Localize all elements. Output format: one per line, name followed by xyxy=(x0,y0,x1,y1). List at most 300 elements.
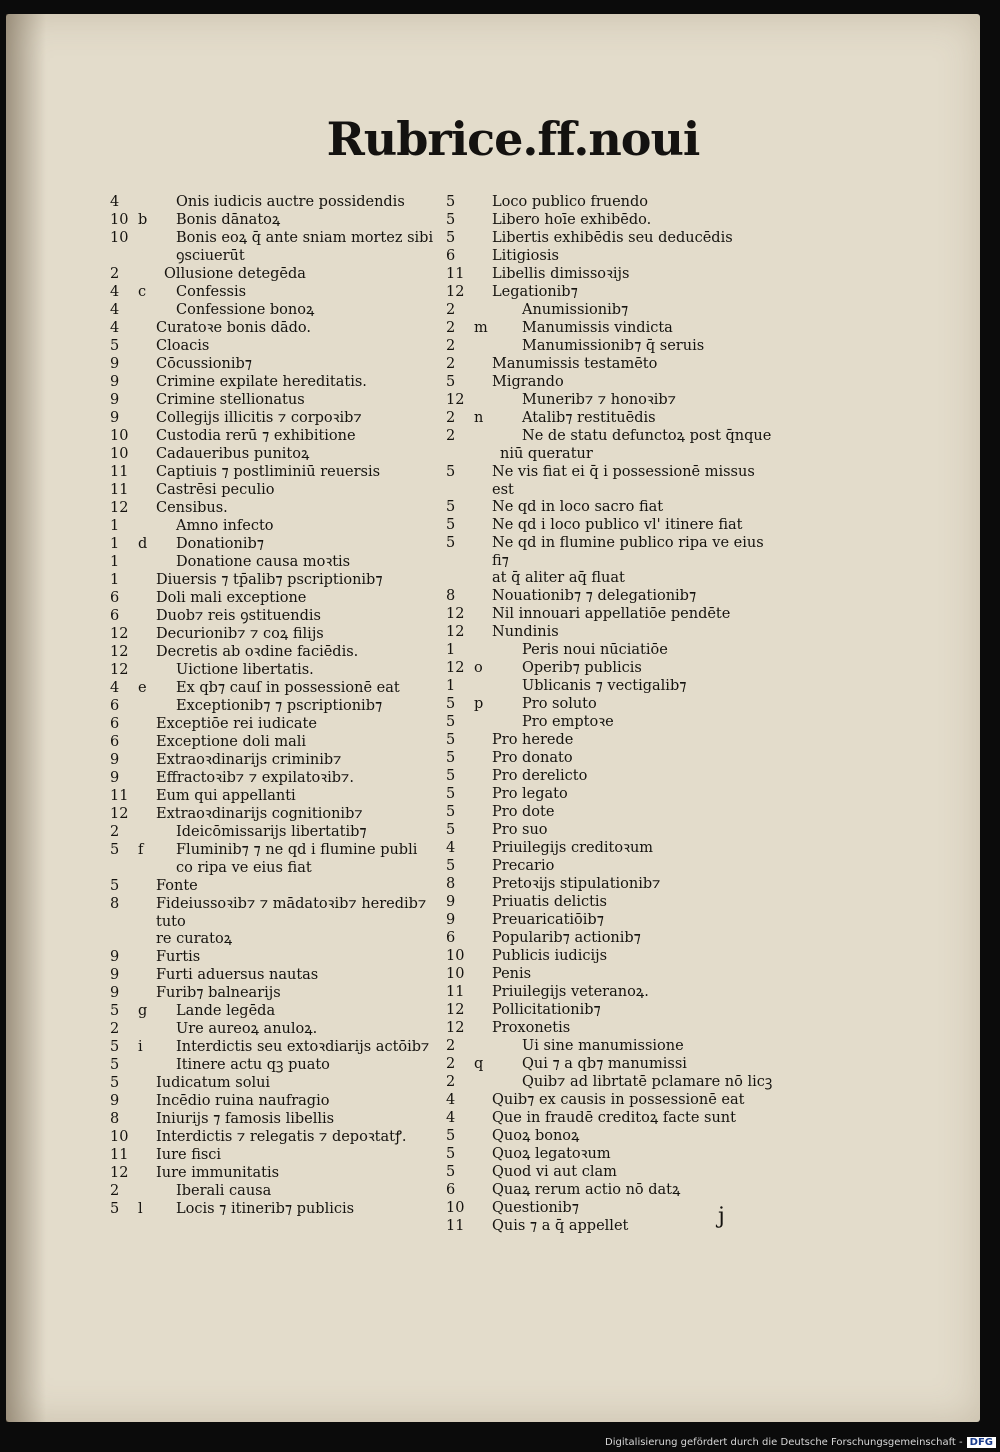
rubric-title: Furib⁊ balnearijs xyxy=(156,985,281,1002)
folio-number: 6 xyxy=(110,734,120,750)
index-entry xyxy=(110,392,440,410)
index-entry xyxy=(110,1057,440,1075)
index-entry xyxy=(110,788,440,806)
index-entry xyxy=(446,535,776,570)
rubric-title: Pollicitationib⁊ xyxy=(492,1002,601,1019)
index-entry xyxy=(446,1218,776,1236)
index-entry xyxy=(110,554,440,572)
folio-number: 5 xyxy=(446,804,456,821)
folio-number: 4 xyxy=(446,1110,456,1127)
index-entry xyxy=(110,644,440,662)
rubric-title: Libertis exhibēdis seu deducēdis xyxy=(492,230,733,246)
rubric-title: Priuatis delictis xyxy=(492,894,607,911)
folio-number: 1 xyxy=(446,678,456,695)
rubric-title: Pro dote xyxy=(492,804,555,821)
folio-number: 1 xyxy=(110,536,120,552)
rubric-title: Loco publico fruendo xyxy=(492,194,649,210)
folio-number: 12 xyxy=(446,660,465,677)
index-entry xyxy=(446,464,776,499)
rubric-title: Questionib⁊ xyxy=(492,1200,579,1217)
rubric-title: Ne qd i loco publico vl' itinere fiat xyxy=(492,517,743,534)
folio-number: 10 xyxy=(110,212,129,228)
folio-number: 5 xyxy=(446,499,456,516)
index-entry xyxy=(110,356,440,374)
folio-number: 5 xyxy=(110,1039,120,1056)
folio-number: 5 xyxy=(446,768,456,785)
rubric-title: Peris noui nūciatiōe xyxy=(522,642,668,659)
rubric-title: Anumissionib⁊ xyxy=(522,302,629,318)
folio-number: 4 xyxy=(110,284,120,300)
index-entry xyxy=(446,230,776,248)
index-entry xyxy=(110,1021,440,1039)
footer-text: Digitalisierung gefördert durch die Deutsche Forschungsgemeinschaft - xyxy=(605,1437,963,1448)
folio-number: 10 xyxy=(110,230,129,246)
rubric-title: Effractoꝛib⁊ ⁊ expilatoꝛib⁊. xyxy=(156,770,354,786)
folio-number: 5 xyxy=(446,822,456,839)
rubric-title: Incēdio ruina naufragio xyxy=(156,1093,330,1110)
index-entry xyxy=(110,482,440,500)
rubric-title: Precario xyxy=(492,858,555,875)
rubric-title: Migrando xyxy=(492,374,564,390)
folio-number: 1 xyxy=(110,572,120,588)
index-entry xyxy=(110,428,440,446)
folio-number: 10 xyxy=(446,966,465,983)
rubric-title: Ne qd in flumine publico ripa ve eius fi⁊ xyxy=(492,535,764,569)
folio-number: 6 xyxy=(446,930,456,947)
index-entry xyxy=(110,931,440,949)
index-entry xyxy=(110,1201,440,1219)
rubric-title: Locis ⁊ itinerib⁊ publicis xyxy=(176,1201,355,1218)
rubric-title: Castrēsi peculio xyxy=(156,482,275,498)
folio-number: 12 xyxy=(446,1002,465,1019)
rubric-title: Interdictis seu extoꝛdiarijs actōib⁊ xyxy=(176,1039,430,1056)
rubric-title: Penis xyxy=(492,966,532,983)
rubric-title: Ublicanis ⁊ vectigalib⁊ xyxy=(522,678,687,695)
folio-number: 5 xyxy=(446,696,456,713)
index-entry xyxy=(446,804,776,822)
index-entry xyxy=(446,858,776,876)
rubric-title: Exceptione doli mali xyxy=(156,734,307,750)
index-entry xyxy=(446,840,776,858)
folio-number: 2 xyxy=(110,1183,120,1200)
index-entry xyxy=(446,302,776,320)
rubric-title: Iudicatum solui xyxy=(156,1075,271,1092)
index-entry xyxy=(110,608,440,626)
folio-number: 12 xyxy=(110,500,129,516)
index-entry xyxy=(446,374,776,392)
section-letter: g xyxy=(138,1003,148,1020)
folio-number: 2 xyxy=(446,302,456,318)
index-entry xyxy=(110,698,440,716)
rubric-title: Bonis dānatoꝝ xyxy=(176,212,281,228)
folio-number: 5 xyxy=(446,1128,456,1145)
section-letter: f xyxy=(138,842,144,858)
index-entry xyxy=(446,588,776,606)
index-entry xyxy=(446,284,776,302)
rubric-title: Atalib⁊ restituēdis xyxy=(522,410,656,426)
rubric-title: Fonte xyxy=(156,878,198,894)
index-entry xyxy=(446,606,776,624)
folio-number: 4 xyxy=(110,194,120,210)
folio-number: 9 xyxy=(446,912,456,929)
index-entry xyxy=(110,410,440,428)
folio-number: 11 xyxy=(446,1218,465,1235)
digitization-footer xyxy=(605,1437,996,1448)
index-entry xyxy=(446,356,776,374)
folio-number: 5 xyxy=(446,464,456,480)
folio-number: 9 xyxy=(110,410,120,426)
rubric-title: Extraoꝛdinarijs criminib⁊ xyxy=(156,752,342,768)
index-entry xyxy=(110,770,440,788)
index-entry xyxy=(110,500,440,518)
rubric-title: Collegijs illicitis ⁊ corpoꝛib⁊ xyxy=(156,410,362,426)
index-entry xyxy=(110,212,440,230)
index-entry xyxy=(110,824,440,842)
rubric-title: Proxonetis xyxy=(492,1020,571,1037)
rubric-title: Pro suo xyxy=(492,822,548,839)
index-entry xyxy=(446,392,776,410)
rubric-title: Donationib⁊ xyxy=(176,536,264,552)
index-entry xyxy=(446,428,776,446)
rubric-title: Ollusione detegēda xyxy=(164,266,306,282)
index-entry xyxy=(446,266,776,284)
index-entry xyxy=(446,446,776,464)
rubric-title: niū queratur xyxy=(500,446,593,462)
section-letter: q xyxy=(474,1056,484,1073)
rubric-title: Cadaueribus punitoꝝ xyxy=(156,446,310,462)
rubric-title: Pretoꝛijs stipulationib⁊ xyxy=(492,876,661,893)
folio-number: 10 xyxy=(110,428,129,444)
folio-number: 2 xyxy=(446,1074,456,1091)
folio-number: 12 xyxy=(110,806,129,822)
rubric-title: Ne qd in loco sacro fiat xyxy=(492,499,664,516)
folio-number: 5 xyxy=(446,750,456,767)
index-entry xyxy=(110,752,440,770)
folio-number: 9 xyxy=(110,752,120,768)
index-entry xyxy=(110,1093,440,1111)
index-entry xyxy=(446,966,776,984)
folio-number: 10 xyxy=(446,948,465,965)
index-entry xyxy=(110,1183,440,1201)
index-entry xyxy=(446,750,776,768)
index-entry xyxy=(446,517,776,535)
rubric-title: Amno infecto xyxy=(176,518,274,534)
rubric-title: Nouationib⁊ ⁊ delegationib⁊ xyxy=(492,588,697,605)
index-entry xyxy=(446,338,776,356)
rubric-title: Lande legēda xyxy=(176,1003,276,1020)
folio-number: 8 xyxy=(110,1111,120,1128)
folio-number: 11 xyxy=(446,984,465,1001)
section-letter: b xyxy=(138,212,148,228)
folio-number: 6 xyxy=(446,1182,456,1199)
index-entry xyxy=(446,822,776,840)
index-entry xyxy=(446,212,776,230)
index-entry xyxy=(446,1056,776,1074)
rubric-title: Iniurijs ⁊ famosis libellis xyxy=(156,1111,335,1128)
index-entry xyxy=(110,194,440,212)
rubric-title: Duob⁊ reis ꝯstituendis xyxy=(156,608,321,624)
index-entry xyxy=(446,570,776,588)
index-entry xyxy=(446,499,776,517)
index-entry xyxy=(446,930,776,948)
index-entry xyxy=(110,320,440,338)
folio-number: 10 xyxy=(110,1129,129,1146)
index-entry xyxy=(110,1003,440,1021)
rubric-title: Fluminib⁊ ⁊ ne qd i flumine publi xyxy=(176,842,418,858)
folio-number: 8 xyxy=(446,588,456,605)
index-entry xyxy=(110,860,440,878)
index-entry xyxy=(446,624,776,642)
folio-number: 12 xyxy=(446,284,465,300)
rubric-title: Decretis ab oꝛdine faciēdis. xyxy=(156,644,359,660)
folio-number: 2 xyxy=(446,1038,456,1055)
rubric-title: Donatione causa moꝛtis xyxy=(176,554,351,570)
rubric-title: Cloacis xyxy=(156,338,210,354)
rubric-title: Publicis iudicijs xyxy=(492,948,608,965)
rubric-title: Que in fraudē creditoꝝ facte sunt xyxy=(492,1110,736,1127)
index-entry xyxy=(110,949,440,967)
folio-number: 9 xyxy=(110,770,120,786)
rubric-title: Manumissionib⁊ q̄ seruis xyxy=(522,338,705,354)
folio-number: 12 xyxy=(446,624,465,641)
section-letter: o xyxy=(474,660,483,677)
rubric-title: Quoꝝ bonoꝝ xyxy=(492,1128,580,1145)
folio-number: 4 xyxy=(446,840,456,857)
folio-number: 12 xyxy=(446,606,465,623)
index-entry xyxy=(446,1164,776,1182)
folio-number: 5 xyxy=(110,1057,120,1074)
folio-number: 4 xyxy=(110,302,120,318)
index-entry xyxy=(110,1165,440,1183)
section-letter: m xyxy=(474,320,488,336)
folio-number: 2 xyxy=(446,320,456,336)
index-entry xyxy=(446,1038,776,1056)
page-title: Rubrice.ff.noui xyxy=(326,112,700,166)
index-entry xyxy=(446,678,776,696)
folio-number: 12 xyxy=(446,1020,465,1037)
folio-number: 2 xyxy=(110,824,120,840)
index-entry xyxy=(110,284,440,302)
rubric-title: at q̄ aliter aq̄ fluat xyxy=(492,570,625,587)
index-entry xyxy=(110,896,440,931)
rubric-title: Libero hoīe exhibēdo. xyxy=(492,212,652,228)
folio-number: 11 xyxy=(110,788,129,804)
rubric-title: Quoꝝ legatoꝛum xyxy=(492,1146,611,1163)
folio-number: 4 xyxy=(110,320,120,336)
rubric-title: Pro soluto xyxy=(522,696,597,713)
index-entry xyxy=(110,1039,440,1057)
index-entry xyxy=(110,806,440,824)
rubric-title: Iure immunitatis xyxy=(156,1165,280,1182)
index-entry xyxy=(110,1129,440,1147)
folio-number: 5 xyxy=(110,842,120,858)
folio-number: 8 xyxy=(446,876,456,893)
rubric-title: Libellis dimissoꝛijs xyxy=(492,266,630,282)
index-entry xyxy=(110,248,440,266)
folio-number: 5 xyxy=(446,230,456,246)
index-entry xyxy=(446,1182,776,1200)
index-entry xyxy=(110,967,440,985)
rubric-title: Ne de statu defunctoꝝ post q̄nque xyxy=(522,428,772,444)
folio-number: 6 xyxy=(110,590,120,606)
index-entry xyxy=(446,248,776,266)
rubric-title: Eum qui appellanti xyxy=(156,788,296,804)
folio-number: 5 xyxy=(446,858,456,875)
index-entry xyxy=(446,768,776,786)
folio-number: 11 xyxy=(446,266,465,282)
folio-number: 5 xyxy=(446,732,456,749)
folio-number: 9 xyxy=(110,967,120,984)
signature-mark: j xyxy=(718,1204,725,1229)
index-entry xyxy=(110,590,440,608)
rubric-title: Bonis eoꝝ q̄ ante sniam mortez sibi xyxy=(176,230,434,246)
index-entry xyxy=(446,948,776,966)
folio-number: 5 xyxy=(110,1075,120,1092)
folio-number: 2 xyxy=(446,356,456,372)
folio-number: 10 xyxy=(446,1200,465,1217)
rubric-title: ꝯsciuerūt xyxy=(176,248,245,264)
index-entry xyxy=(110,1147,440,1165)
rubric-title: re curatoꝝ xyxy=(156,931,233,948)
rubric-title: Confessione bonoꝝ xyxy=(176,302,315,318)
folio-number: 5 xyxy=(110,338,120,354)
folio-number: 5 xyxy=(446,517,456,534)
rubric-title: Crimine stellionatus xyxy=(156,392,305,408)
folio-number: 1 xyxy=(110,518,120,534)
index-entry xyxy=(446,786,776,804)
folio-number: 9 xyxy=(110,985,120,1002)
index-entry xyxy=(446,1020,776,1038)
section-letter: d xyxy=(138,536,148,552)
rubric-title: Ex qb⁊ cauſ in possessionē eat xyxy=(176,680,400,696)
index-entry xyxy=(446,912,776,930)
index-entry xyxy=(446,876,776,894)
index-entry xyxy=(446,1128,776,1146)
rubric-title: Uictione libertatis. xyxy=(176,662,314,678)
index-entry xyxy=(446,714,776,732)
folio-number: 9 xyxy=(110,392,120,408)
rubric-title: Popularib⁊ actionib⁊ xyxy=(492,930,641,947)
index-entry xyxy=(446,1092,776,1110)
index-entry xyxy=(446,894,776,912)
index-entry xyxy=(110,985,440,1003)
folio-number: 10 xyxy=(110,446,129,462)
folio-number: 9 xyxy=(110,1093,120,1110)
dfg-logo: DFG xyxy=(967,1437,996,1448)
rubric-title: Quib⁊ ex causis in possessionē eat xyxy=(492,1092,745,1109)
index-entry xyxy=(446,1074,776,1092)
folio-number: 12 xyxy=(110,662,129,678)
rubric-title: Crimine expilate hereditatis. xyxy=(156,374,367,390)
folio-number: 12 xyxy=(110,1165,129,1182)
rubric-title: Cōcussionib⁊ xyxy=(156,356,252,372)
folio-number: 11 xyxy=(110,482,129,498)
section-letter: c xyxy=(138,284,147,300)
index-entry xyxy=(446,1200,776,1218)
rubric-title: Nundinis xyxy=(492,624,559,641)
index-entry xyxy=(446,194,776,212)
folio-number: 9 xyxy=(446,894,456,911)
left-index-column xyxy=(110,194,440,1219)
section-letter: n xyxy=(474,410,484,426)
folio-number: 5 xyxy=(110,878,120,894)
folio-number: 8 xyxy=(110,896,120,912)
folio-number: 4 xyxy=(446,1092,456,1109)
index-entry xyxy=(110,662,440,680)
rubric-title: Confessis xyxy=(176,284,247,300)
rubric-title: Extraoꝛdinarijs cognitionib⁊ xyxy=(156,806,363,822)
folio-number: 5 xyxy=(110,1003,120,1020)
rubric-title: Censibus. xyxy=(156,500,228,516)
folio-number: 2 xyxy=(446,428,456,444)
index-entry xyxy=(110,716,440,734)
folio-number: 5 xyxy=(446,194,456,210)
index-entry xyxy=(110,1075,440,1093)
rubric-title: Fideiussoꝛib⁊ ⁊ mādatoꝛib⁊ heredib⁊ tuto xyxy=(156,896,427,930)
index-entry xyxy=(110,230,440,248)
folio-number: 12 xyxy=(110,644,129,660)
index-entry xyxy=(110,1111,440,1129)
index-entry xyxy=(110,842,440,860)
index-entry xyxy=(446,660,776,678)
index-entry xyxy=(110,446,440,464)
folio-number: 5 xyxy=(110,1201,120,1218)
index-entry xyxy=(110,302,440,320)
folio-number: 11 xyxy=(110,464,129,480)
rubric-title: Diuersis ⁊ tp̄alib⁊ pscriptionib⁊ xyxy=(156,572,383,588)
folio-number: 6 xyxy=(110,698,120,714)
rubric-title: Ui sine manumissione xyxy=(522,1038,684,1055)
folio-number: 5 xyxy=(446,1146,456,1163)
folio-number: 5 xyxy=(446,1164,456,1181)
rubric-title: Preuaricatiōib⁊ xyxy=(492,912,604,929)
index-entry xyxy=(446,410,776,428)
index-entry xyxy=(446,1002,776,1020)
folio-number: 9 xyxy=(110,356,120,372)
rubric-title: Munerib⁊ ⁊ honoꝛib⁊ xyxy=(522,392,676,408)
rubric-title: Iure fisci xyxy=(156,1147,222,1164)
rubric-title: Pro donato xyxy=(492,750,573,767)
folio-number: 5 xyxy=(446,374,456,390)
rubric-title: Litigiosis xyxy=(492,248,559,264)
index-entry xyxy=(110,266,440,284)
folio-number: 9 xyxy=(110,374,120,390)
rubric-title: Iberali causa xyxy=(176,1183,272,1200)
folio-number: 12 xyxy=(446,392,465,408)
rubric-title: Decurionib⁊ ⁊ coꝝ filijs xyxy=(156,626,324,642)
rubric-title: Legationib⁊ xyxy=(492,284,578,300)
index-entry xyxy=(110,680,440,698)
folio-number: 2 xyxy=(110,1021,120,1038)
rubric-title: Quod vi aut clam xyxy=(492,1164,617,1181)
section-letter: p xyxy=(474,696,484,713)
folio-number: 6 xyxy=(446,248,456,264)
index-entry xyxy=(446,320,776,338)
rubric-title: Pro legato xyxy=(492,786,568,803)
folio-number: 1 xyxy=(110,554,120,570)
index-entry xyxy=(446,984,776,1002)
folio-number: 6 xyxy=(110,716,120,732)
rubric-title: Furtis xyxy=(156,949,201,966)
rubric-title: Ne vis fiat ei q̄ i possessionē missus est xyxy=(492,464,755,498)
rubric-title: Qui ⁊ a qb⁊ manumissi xyxy=(522,1056,687,1073)
rubric-title: Pro herede xyxy=(492,732,574,749)
folio-number: 5 xyxy=(446,786,456,803)
rubric-title: Captiuis ⁊ postliminiū reuersis xyxy=(156,464,381,480)
rubric-title: Exceptionib⁊ ⁊ pscriptionib⁊ xyxy=(176,698,383,714)
rubric-title: Doli mali exceptione xyxy=(156,590,307,606)
rubric-title: Pro emptoꝛe xyxy=(522,714,614,731)
